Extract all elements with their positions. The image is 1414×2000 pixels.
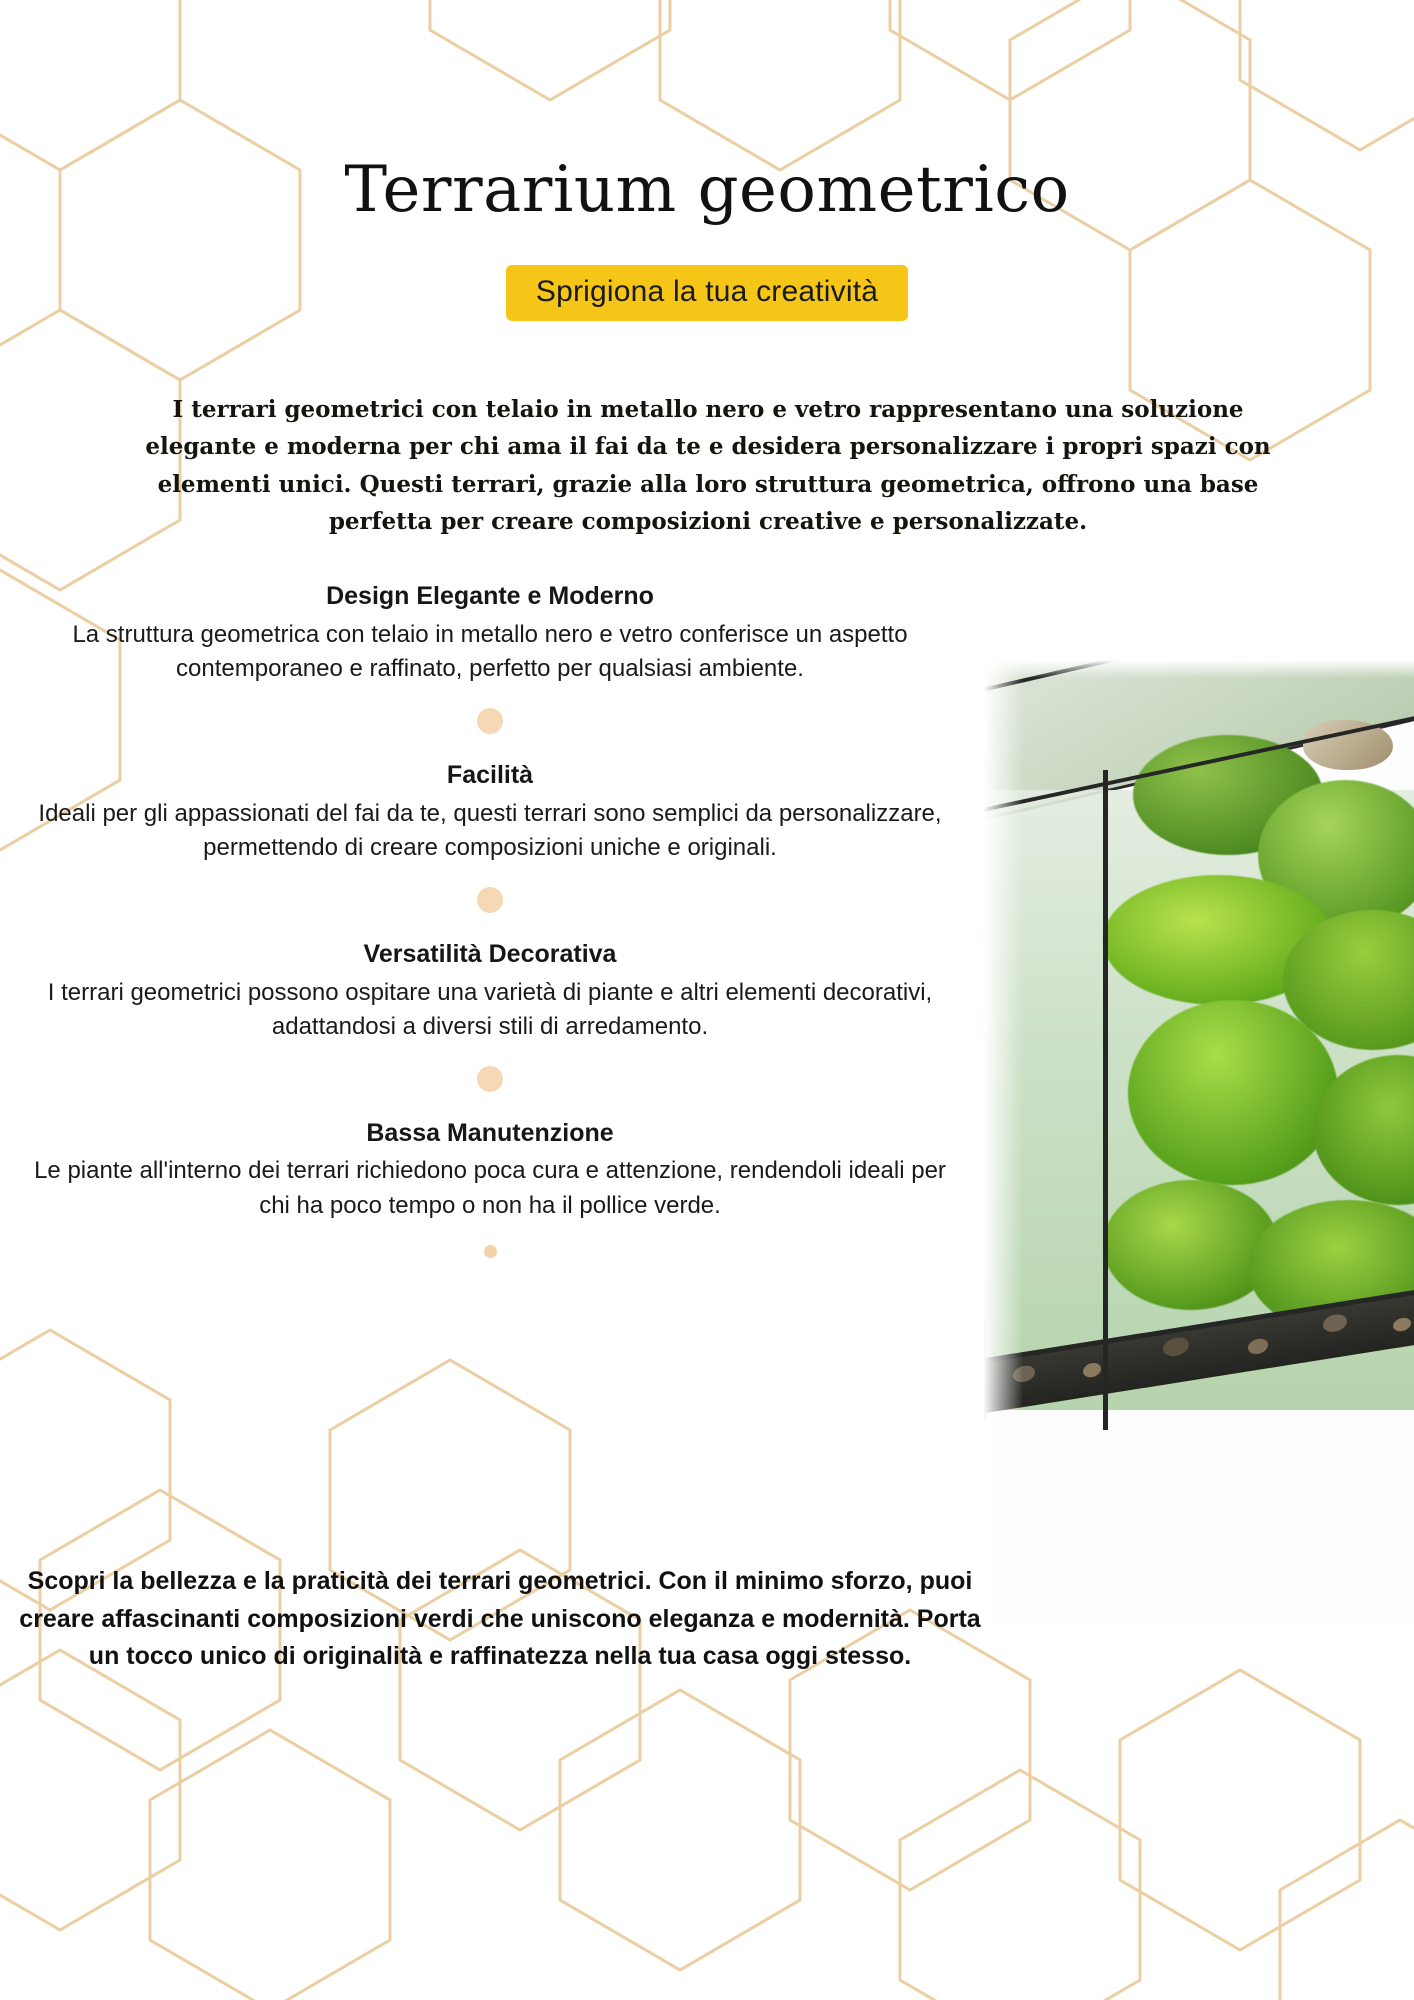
divider-dot-icon (477, 1066, 503, 1092)
section-divider (20, 865, 960, 938)
page-title: Terrarium geometrico (344, 152, 1070, 227)
tagline-badge: Sprigiona la tua creatività (506, 265, 908, 321)
feature-section (20, 759, 960, 865)
tagline-badge-wrapper (0, 265, 1414, 321)
section-divider (20, 1223, 960, 1283)
feature-section (20, 938, 960, 1044)
section-divider (20, 686, 960, 759)
divider-dot-icon (484, 1245, 497, 1258)
feature-heading: Versatilità Decorativa (363, 939, 617, 968)
closing-paragraph: Scopri la bellezza e la praticità dei terrari geometrici. Con il minimo sforzo, puoi creare affascinanti composizioni verdi che uniscono eleganza e modernità. Porta un tocco unico di originalità e raffinatezza nella tua casa oggi stesso. (19, 1567, 981, 1670)
feature-body: Ideali per gli appassionati del fai da te, questi terrari sono semplici da personalizzare, permettendo di creare composizioni uniche e originali. (38, 799, 942, 861)
divider-dot-icon (477, 887, 503, 913)
feature-heading: Facilità (446, 760, 534, 789)
feature-sections (20, 580, 960, 1283)
feature-body: I terrari geometrici possono ospitare una varietà di piante e altri elementi decorativi, adattandosi a diversi stili di arredamento. (47, 978, 933, 1040)
section-divider (20, 1044, 960, 1117)
feature-heading: Design Elegante e Moderno (326, 582, 654, 610)
divider-dot-icon (477, 708, 503, 734)
feature-body: Le piante all'interno dei terrari richiedono poca cura e attenzione, rendendoli ideali per chi ha poco tempo o non ha il pollice verde. (34, 1157, 946, 1219)
feature-section (20, 1117, 960, 1223)
feature-section (20, 580, 960, 686)
feature-heading: Bassa Manutenzione (366, 1118, 614, 1147)
feature-body: La struttura geometrica con telaio in metallo nero e vetro conferisce un aspetto contemporaneo e raffinato, perfetto per qualsiasi ambiente. (72, 620, 908, 682)
intro-paragraph: I terrari geometrici con telaio in metallo nero e vetro rappresentano una soluzione elegante e moderna per chi ama il fai da te e desidera personalizzare i propri spazi con elementi unici. Questi terrari, grazie alla loro struttura geometrica, offrono una base perfetta per creare composizioni creative e personalizzate. (145, 396, 1271, 535)
